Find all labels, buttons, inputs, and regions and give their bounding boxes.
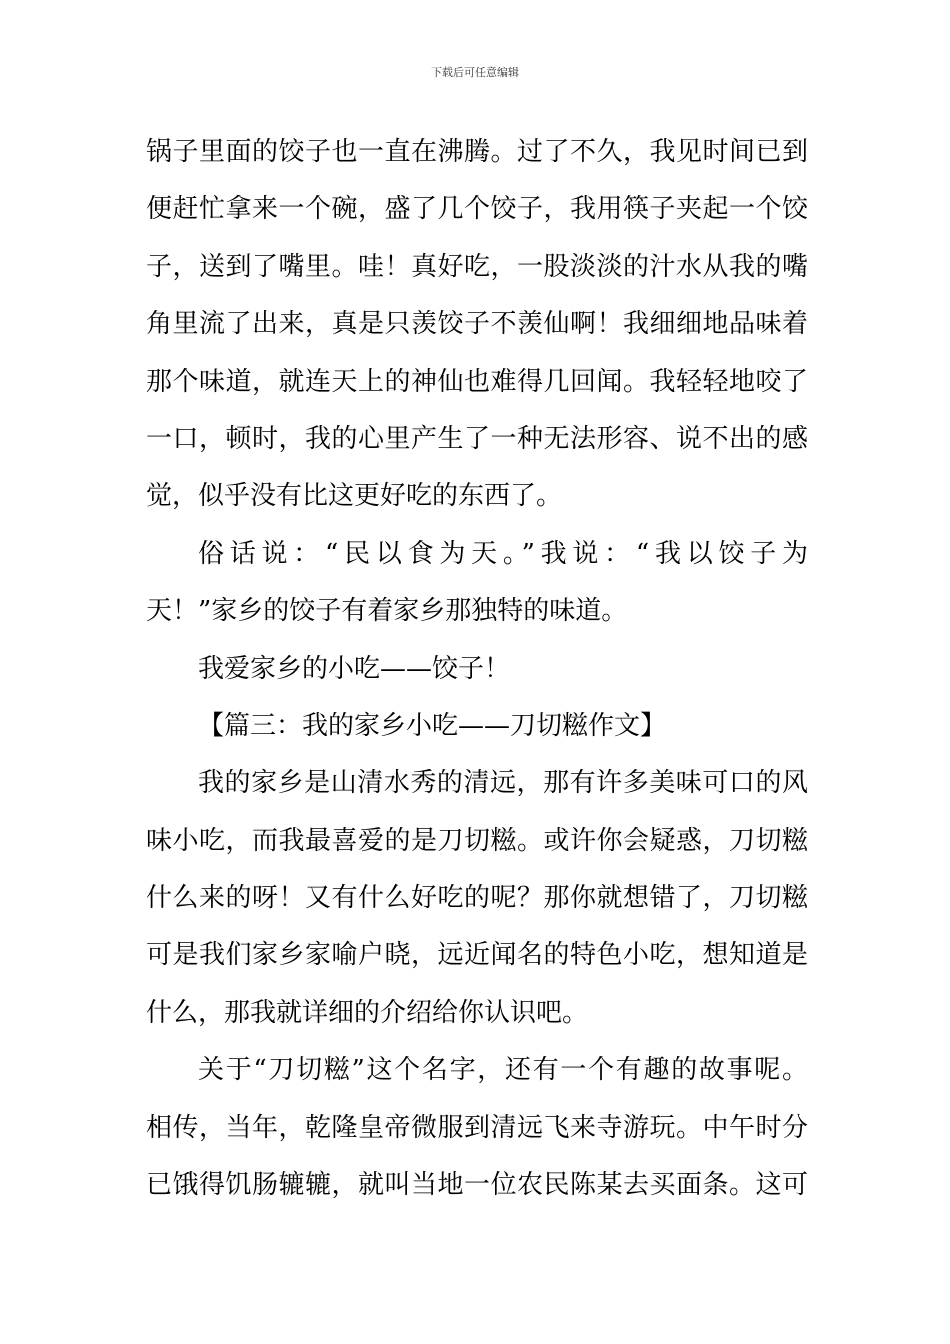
text-line: 【篇三：我的家乡小吃——刀切糍作文】 — [198, 710, 667, 741]
page-header: 下载后可任意编辑 — [431, 66, 519, 79]
text-line: 关于“刀切糍”这个名字，还有一个有趣的故事呢。 — [198, 1055, 808, 1086]
text-line: 子，送到了嘴里。哇！真好吃，一股淡淡的汁水从我的嘴 — [146, 251, 808, 282]
text-line: 味小吃，而我最喜爱的是刀切糍。或许你会疑惑，刀切糍 — [146, 825, 808, 856]
text-line: 什么，那我就详细的介绍给你认识吧。 — [146, 997, 589, 1028]
text-line: 我的家乡是山清水秀的清远，那有许多美味可口的风 — [198, 768, 808, 799]
text-line: 俗话说：“民以食为天。”我说：“我以饺子为 — [198, 538, 808, 569]
text-line: 那个味道，就连天上的神仙也难得几回闻。我轻轻地咬了 — [146, 366, 808, 397]
text-line: 天！”家乡的饺子有着家乡那独特的味道。 — [146, 596, 628, 627]
text-line: 锅子里面的饺子也一直在沸腾。过了不久，我见时间已到 — [146, 137, 808, 167]
text-line: 已饿得饥肠辘辘，就叫当地一位农民陈某去买面条。这可 — [146, 1170, 808, 1201]
text-line: 便赶忙拿来一个碗，盛了几个饺子，我用筷子夹起一个饺 — [146, 194, 808, 225]
text-line: 相传，当年，乾隆皇帝微服到清远飞来寺游玩。中午时分 — [146, 1112, 808, 1143]
text-line: 一口，顿时，我的心里产生了一种无法形容、说不出的感 — [146, 423, 808, 454]
text-line: 角里流了出来，真是只羡饺子不羡仙啊！我细细地品味着 — [146, 309, 808, 340]
body-text — [146, 130, 808, 1220]
text-line: 觉，似乎没有比这更好吃的东西了。 — [146, 481, 563, 512]
text-line: 可是我们家乡家喻户晓，远近闻名的特色小吃，想知道是 — [146, 940, 808, 971]
text-line: 我爱家乡的小吃——饺子！ — [198, 653, 511, 684]
text-line: 什么来的呀！又有什么好吃的呢？那你就想错了，刀切糍 — [146, 883, 808, 914]
